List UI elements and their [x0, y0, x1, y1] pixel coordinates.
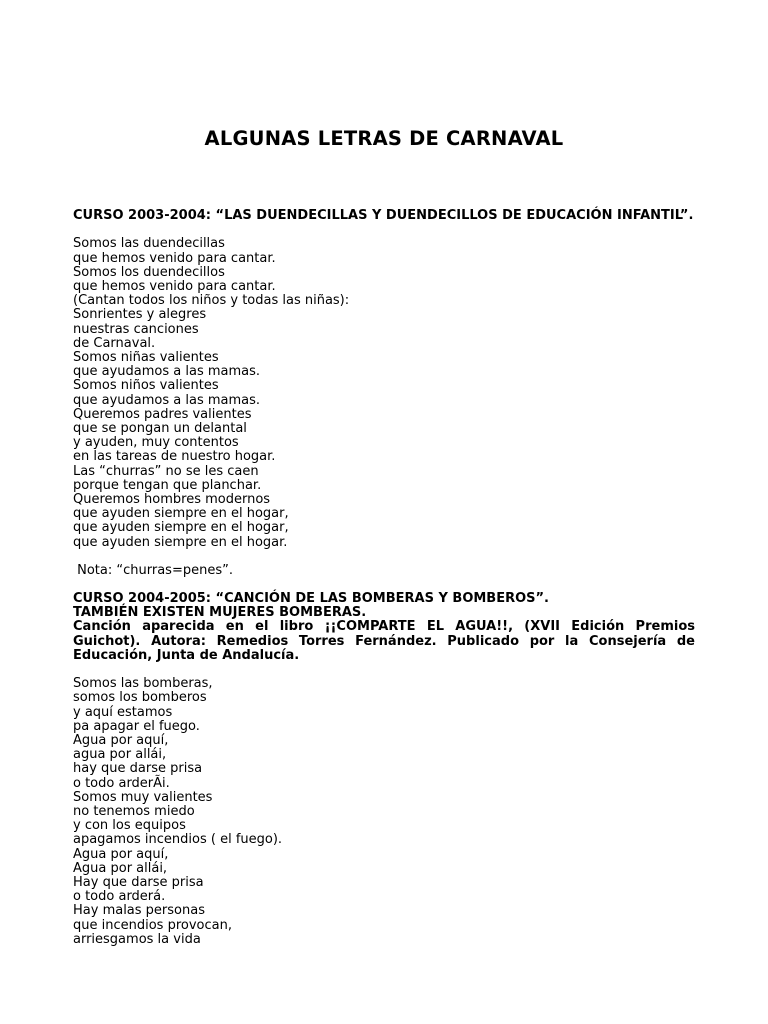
spacer	[73, 223, 695, 237]
spacer	[73, 663, 695, 677]
lyric-line: somos los bomberos	[73, 690, 207, 706]
lyric-line: que hemos venido para cantar.	[73, 250, 276, 266]
lyric-line: Queremos padres valientes	[73, 406, 252, 422]
lyric-line: arriesgamos la vida	[73, 931, 201, 947]
lyric-line: nuestras canciones	[73, 321, 199, 337]
lyric-line: y ayuden, muy contentos	[73, 435, 239, 451]
lyric-line: hay que darse prisa	[73, 761, 203, 777]
lyric-line: que ayuden siempre en el hogar,	[73, 506, 289, 522]
section-heading: CURSO 2003-2004: “LAS DUENDECILLAS Y DUENDECILLOS DE EDUCACIÓN INFANTIL”.	[73, 208, 694, 223]
lyric-line: o todo arderá.	[73, 889, 166, 905]
lyrics-block	[73, 677, 695, 947]
section-subheading: TAMBIÉN EXISTEN MUJERES BOMBERAS.	[73, 605, 367, 621]
lyric-line: Sonrientes y alegres	[73, 307, 207, 323]
page-title: ALGUNAS LETRAS DE CARNAVAL	[204, 127, 564, 150]
lyric-line: Hay que darse prisa	[73, 875, 204, 891]
spacer	[73, 550, 695, 564]
lyric-line: en las tareas de nuestro hogar.	[73, 449, 276, 465]
lyric-line: Las “churras” no se les caen	[73, 463, 259, 479]
lyric-line: o todo arderÃi.	[73, 775, 170, 791]
lyric-line: porque tengan que planchar.	[73, 477, 262, 493]
lyric-line: Hay malas personas	[73, 903, 205, 919]
lyric-line: no tenemos miedo	[73, 804, 195, 820]
lyric-line: que hemos venido para cantar.	[73, 279, 276, 294]
lyric-line: de Carnaval.	[73, 335, 156, 351]
lyric-line: que ayudamos a las mamas.	[73, 364, 261, 380]
lyric-line: (Cantan todos los niños y todas las niñas):	[73, 293, 350, 309]
lyric-line: que ayudamos a las mamas.	[73, 392, 261, 408]
lyric-line: Somos niños valientes	[73, 378, 219, 394]
lyrics-block	[73, 237, 695, 549]
section-heading: CURSO 2004-2005: “CANCIÓN DE LAS BOMBERAS Y BOMBEROS”.	[73, 591, 549, 606]
lyric-line: agua por allái,	[73, 747, 167, 763]
lyric-line: Somos muy valientes	[73, 789, 213, 805]
lyric-line: que ayuden siempre en el hogar.	[73, 534, 288, 550]
lyric-line: apagamos incendios ( el fuego).	[73, 832, 283, 848]
lyric-line: y con los equipos	[73, 818, 186, 834]
lyric-line: Somos los duendecillos	[73, 264, 225, 280]
section-2003-2004	[73, 209, 695, 578]
lyric-line: que se pongan un delantal	[73, 421, 247, 437]
lyric-line: pa apagar el fuego.	[73, 718, 200, 734]
lyric-line: que ayuden siempre en el hogar,	[73, 520, 289, 536]
lyric-line: que incendios provocan,	[73, 917, 232, 933]
footnote: Nota: “churras=penes”.	[73, 563, 233, 579]
lyric-line: Somos las bomberas,	[73, 676, 213, 692]
lyric-line: Agua por aquí,	[73, 846, 169, 862]
section-2004-2005	[73, 592, 695, 947]
lyric-line: y aquí estamos	[73, 704, 173, 720]
lyric-line: Queremos hombres modernos	[73, 492, 271, 508]
lyric-line: Agua por allái,	[73, 860, 168, 876]
lyric-line: Somos niñas valientes	[73, 350, 219, 366]
lyric-line: Somos las duendecillas	[73, 236, 225, 252]
lyric-line: Agua por aquí,	[73, 733, 169, 749]
section-source: Canción aparecida en el libro ¡¡COMPARTE EL AGUA!!, (XVII Edición Premios Guichot). Autora: Remedios Torres Fernández. Publicado por la Consejería de Educación, Junta de Andalucía.	[73, 619, 695, 663]
